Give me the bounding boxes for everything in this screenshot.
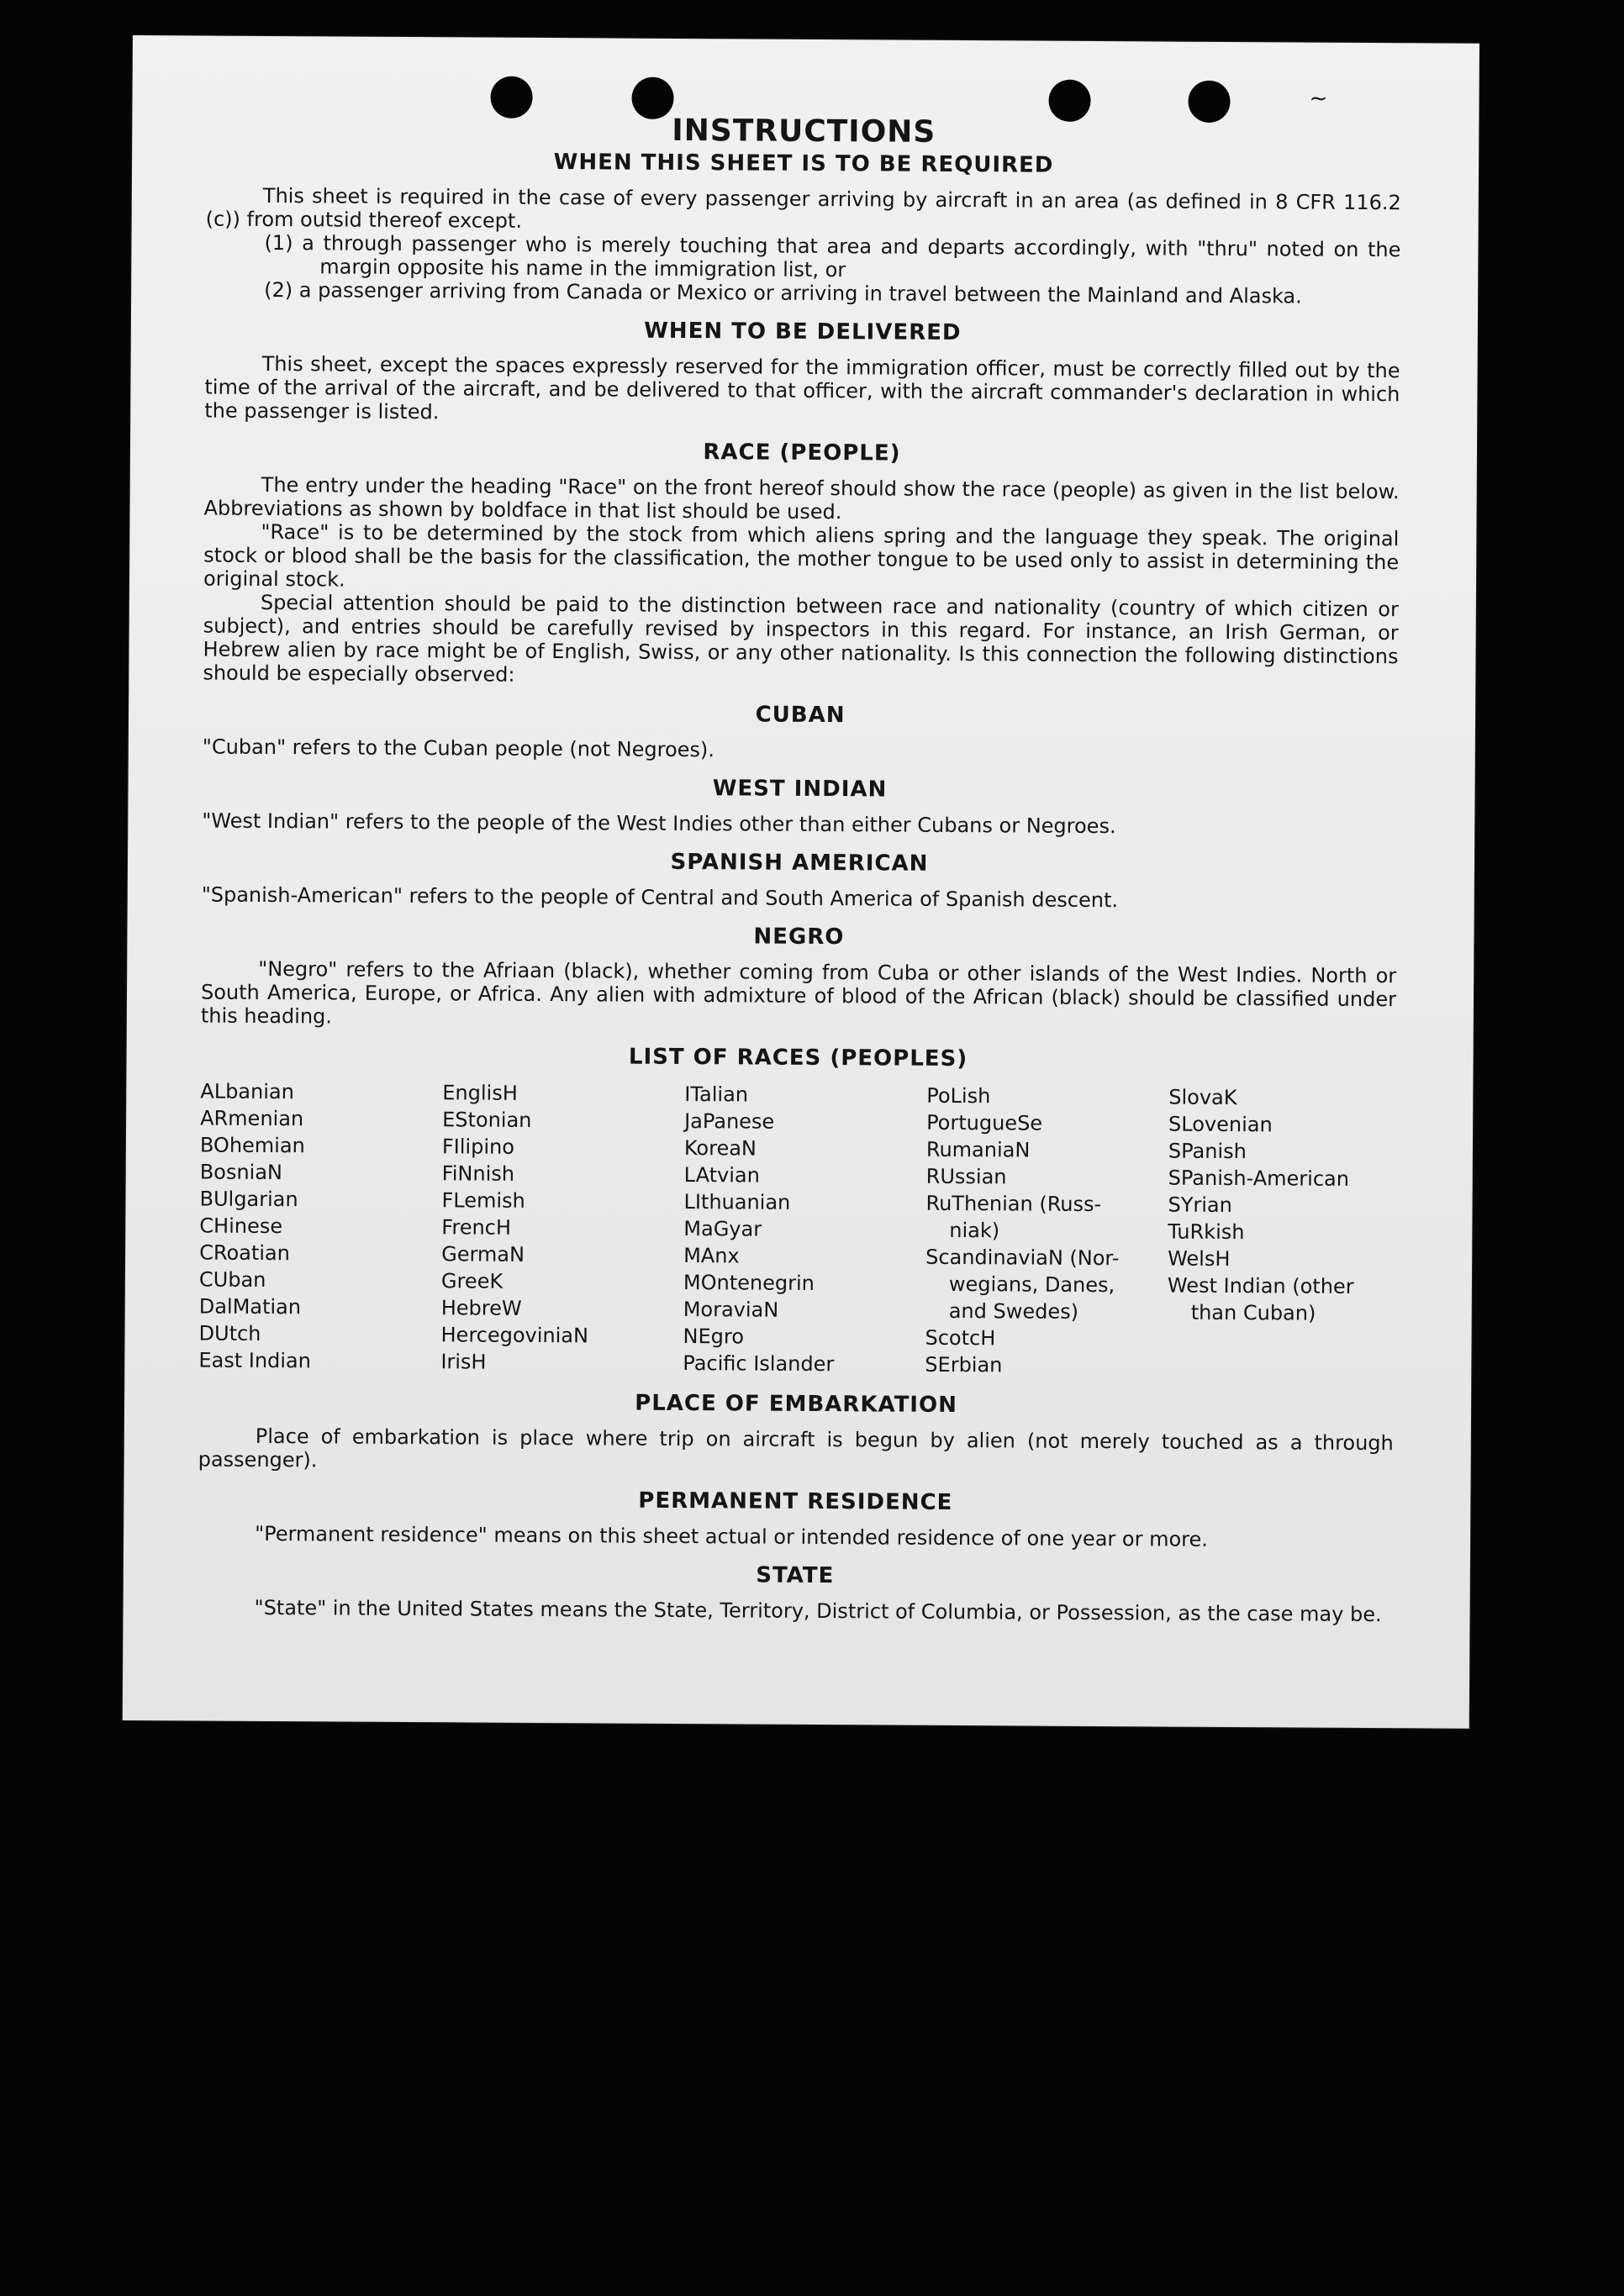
section-heading-permanent-residence: PERMANENT RESIDENCE <box>638 1488 953 1515</box>
race-list-item: MAnx <box>683 1244 740 1268</box>
embarkation-text: Place of embarkation is place where trip on aircraft is begun by alien (not merely touched as a through passenger). <box>198 1424 1394 1472</box>
race-list-item: LIthuanian <box>683 1190 791 1214</box>
race-list-column-3 <box>683 1081 926 1378</box>
race-list-item: CUban <box>198 1267 266 1292</box>
race-paragraph-1: The entry under the heading "Race" on the front hereof should show the race (people) as given in the list below. Abbreviations as shown by boldface in that list should be used. <box>203 472 1400 524</box>
race-list-item: ALbanian <box>200 1079 294 1104</box>
section-heading-state: STATE <box>756 1562 835 1589</box>
when-required-item-2: (2) a passenger arriving from Canada or Mexico or arriving in travel between the Mainland and Alaska. <box>264 277 1302 308</box>
race-list-item-continuation: than Cuban) <box>1190 1300 1316 1325</box>
race-list-item: GermaN <box>441 1242 525 1266</box>
race-list-item: East Indian <box>198 1348 311 1373</box>
race-list-item: FLemish <box>441 1188 525 1213</box>
section-heading-when-delivered: WHEN TO BE DELIVERED <box>644 318 962 346</box>
document-content <box>197 113 1401 1627</box>
race-list-item: MOntenegrin <box>683 1271 815 1295</box>
race-paragraph-2: "Race" is to be determined by the stock from which aliens spring and the language they speak. The original stock or blood shall be the basis for the classification, the mother tongue to be used only to assist in determining the original stock. <box>203 519 1400 592</box>
race-list-item: BosniaN <box>199 1160 283 1185</box>
race-list-item: CRoatian <box>199 1240 290 1266</box>
race-list-item: JaPanese <box>684 1109 775 1134</box>
west-indian-text: "West Indian" refers to the people of the West Indies other than either Cubans or Negroes. <box>202 808 1116 839</box>
cuban-text: "Cuban" refers to the Cuban people (not Negroes). <box>202 735 715 762</box>
race-list-item: KoreaN <box>683 1136 757 1161</box>
race-list-item-continuation: niak) <box>949 1218 1000 1243</box>
section-heading-cuban: CUBAN <box>755 702 846 729</box>
section-heading-list-of-races: LIST OF RACES (PEOPLES) <box>628 1044 968 1072</box>
race-list-item: WelsH <box>1168 1246 1231 1272</box>
race-list-item: RuThenian (Russ- <box>925 1191 1102 1217</box>
punch-hole <box>1048 80 1090 122</box>
race-list-item: DUtch <box>198 1321 261 1345</box>
document-page <box>123 35 1479 1729</box>
permanent-residence-text: "Permanent residence" means on this sheet actual or intended residence of one year or more. <box>255 1521 1209 1551</box>
race-list-item: CHinese <box>199 1214 283 1239</box>
race-list-item: PoLish <box>926 1083 991 1109</box>
race-list-item: EnglisH <box>442 1081 518 1105</box>
section-heading-spanish-american: SPANISH AMERICAN <box>670 849 929 877</box>
race-list-item: HebreW <box>440 1296 522 1320</box>
race-list-item: ARmenian <box>200 1106 304 1131</box>
race-list-item: FIlipino <box>441 1135 515 1159</box>
race-list-item: MoraviaN <box>683 1298 779 1322</box>
race-list-item: HercegoviniaN <box>440 1323 589 1348</box>
race-list-item: ScandinaviaN (Nor- <box>925 1245 1120 1271</box>
race-list-item: RUssian <box>925 1164 1007 1189</box>
race-list-column-2 <box>440 1079 684 1377</box>
section-heading-race: RACE (PEOPLE) <box>703 440 901 466</box>
race-list-item: RumaniaN <box>925 1137 1031 1162</box>
race-list-item: SYrian <box>1168 1193 1232 1218</box>
race-list-item: PortugueSe <box>926 1110 1043 1135</box>
section-heading-negro: NEGRO <box>753 924 845 951</box>
race-list-item: West Indian (other <box>1167 1273 1354 1298</box>
negro-text: "Negro" refers to the Afriaan (black), whether coming from Cuba or other islands of the West Indies. North or South America, Europe, or Africa. Any alien with admixture of blood of the African (black) should be classified under this heading. <box>200 956 1397 1029</box>
section-heading-embarkation: PLACE OF EMBARKATION <box>635 1390 957 1419</box>
race-paragraph-3: Special attention should be paid to the distinction between race and nationality (country of which citizen or subject), and entries should be carefully revised by inspectors in this regard. For instance, an Irish German, or Hebrew alien by race might be of English, Swiss, or any other nationality. Is this connection the following distinctions should be especially observed: <box>203 590 1399 687</box>
race-list-item: MaGyar <box>683 1217 762 1241</box>
page-title: INSTRUCTIONS <box>672 113 936 150</box>
race-list-item: BOhemian <box>199 1133 305 1158</box>
race-list-item: FiNnish <box>441 1161 515 1186</box>
race-list <box>198 1078 1395 1382</box>
race-list-item: FrencH <box>441 1215 512 1240</box>
race-list-item: GreeK <box>440 1269 504 1293</box>
race-list-item: SLovenian <box>1168 1112 1273 1137</box>
race-list-item: EStonian <box>442 1108 532 1132</box>
race-list-item: Pacific Islander <box>683 1351 835 1377</box>
race-list-item: NEgro <box>683 1324 745 1349</box>
when-delivered-text: This sheet, except the spaces expressly reserved for the immigration officer, must be correctly filled out by the time of the arrival of the aircraft, and be delivered to that officer, with the aircraft commander's declaration in which the passenger is listed. <box>204 351 1400 424</box>
race-list-item: BUlgarian <box>199 1187 298 1212</box>
when-required-item-1: (1) a through passenger who is merely touching that area and departs accordingly, with "thru" noted on the margin opposite his name in the immigration list, or <box>264 230 1401 282</box>
state-text: "State" in the United States means the State, Territory, District of Columbia, or Possession, as the case may be. <box>254 1595 1382 1627</box>
race-list-item: SPanish <box>1168 1139 1247 1164</box>
section-heading-west-indian: WEST INDIAN <box>712 776 888 803</box>
race-list-item-continuation: and Swedes) <box>948 1298 1079 1324</box>
race-list-item: SPanish-American <box>1168 1166 1350 1191</box>
race-list-item: SErbian <box>925 1352 1003 1377</box>
race-list-item: ITalian <box>684 1082 749 1107</box>
section-heading-when-required: WHEN THIS SHEET IS TO BE REQUIRED <box>553 150 1054 178</box>
race-list-column-1 <box>198 1078 442 1376</box>
spanish-american-text: "Spanish-American" refers to the people of Central and South America of Spanish descent. <box>201 882 1119 913</box>
race-list-item: DalMatian <box>198 1294 302 1319</box>
race-list-item: LAtvian <box>683 1163 760 1187</box>
punch-hole <box>490 76 532 118</box>
race-list-item: SlovaK <box>1168 1085 1237 1110</box>
race-list-item: IrisH <box>440 1350 487 1374</box>
when-required-intro: This sheet is required in the case of every passenger arriving by aircraft in an area (as defined in 8 CFR 116.2 (c)) from outsid thereof except. <box>205 183 1401 233</box>
scribble-mark: ~ <box>1309 86 1328 112</box>
race-list-column-5 <box>1167 1084 1395 1382</box>
punch-hole <box>1188 81 1230 123</box>
race-list-column-4 <box>925 1082 1168 1380</box>
race-list-item: ScotcH <box>925 1325 996 1351</box>
race-list-item-continuation: wegians, Danes, <box>948 1272 1115 1298</box>
race-list-item: TuRkish <box>1168 1219 1245 1245</box>
punch-hole <box>631 77 673 119</box>
